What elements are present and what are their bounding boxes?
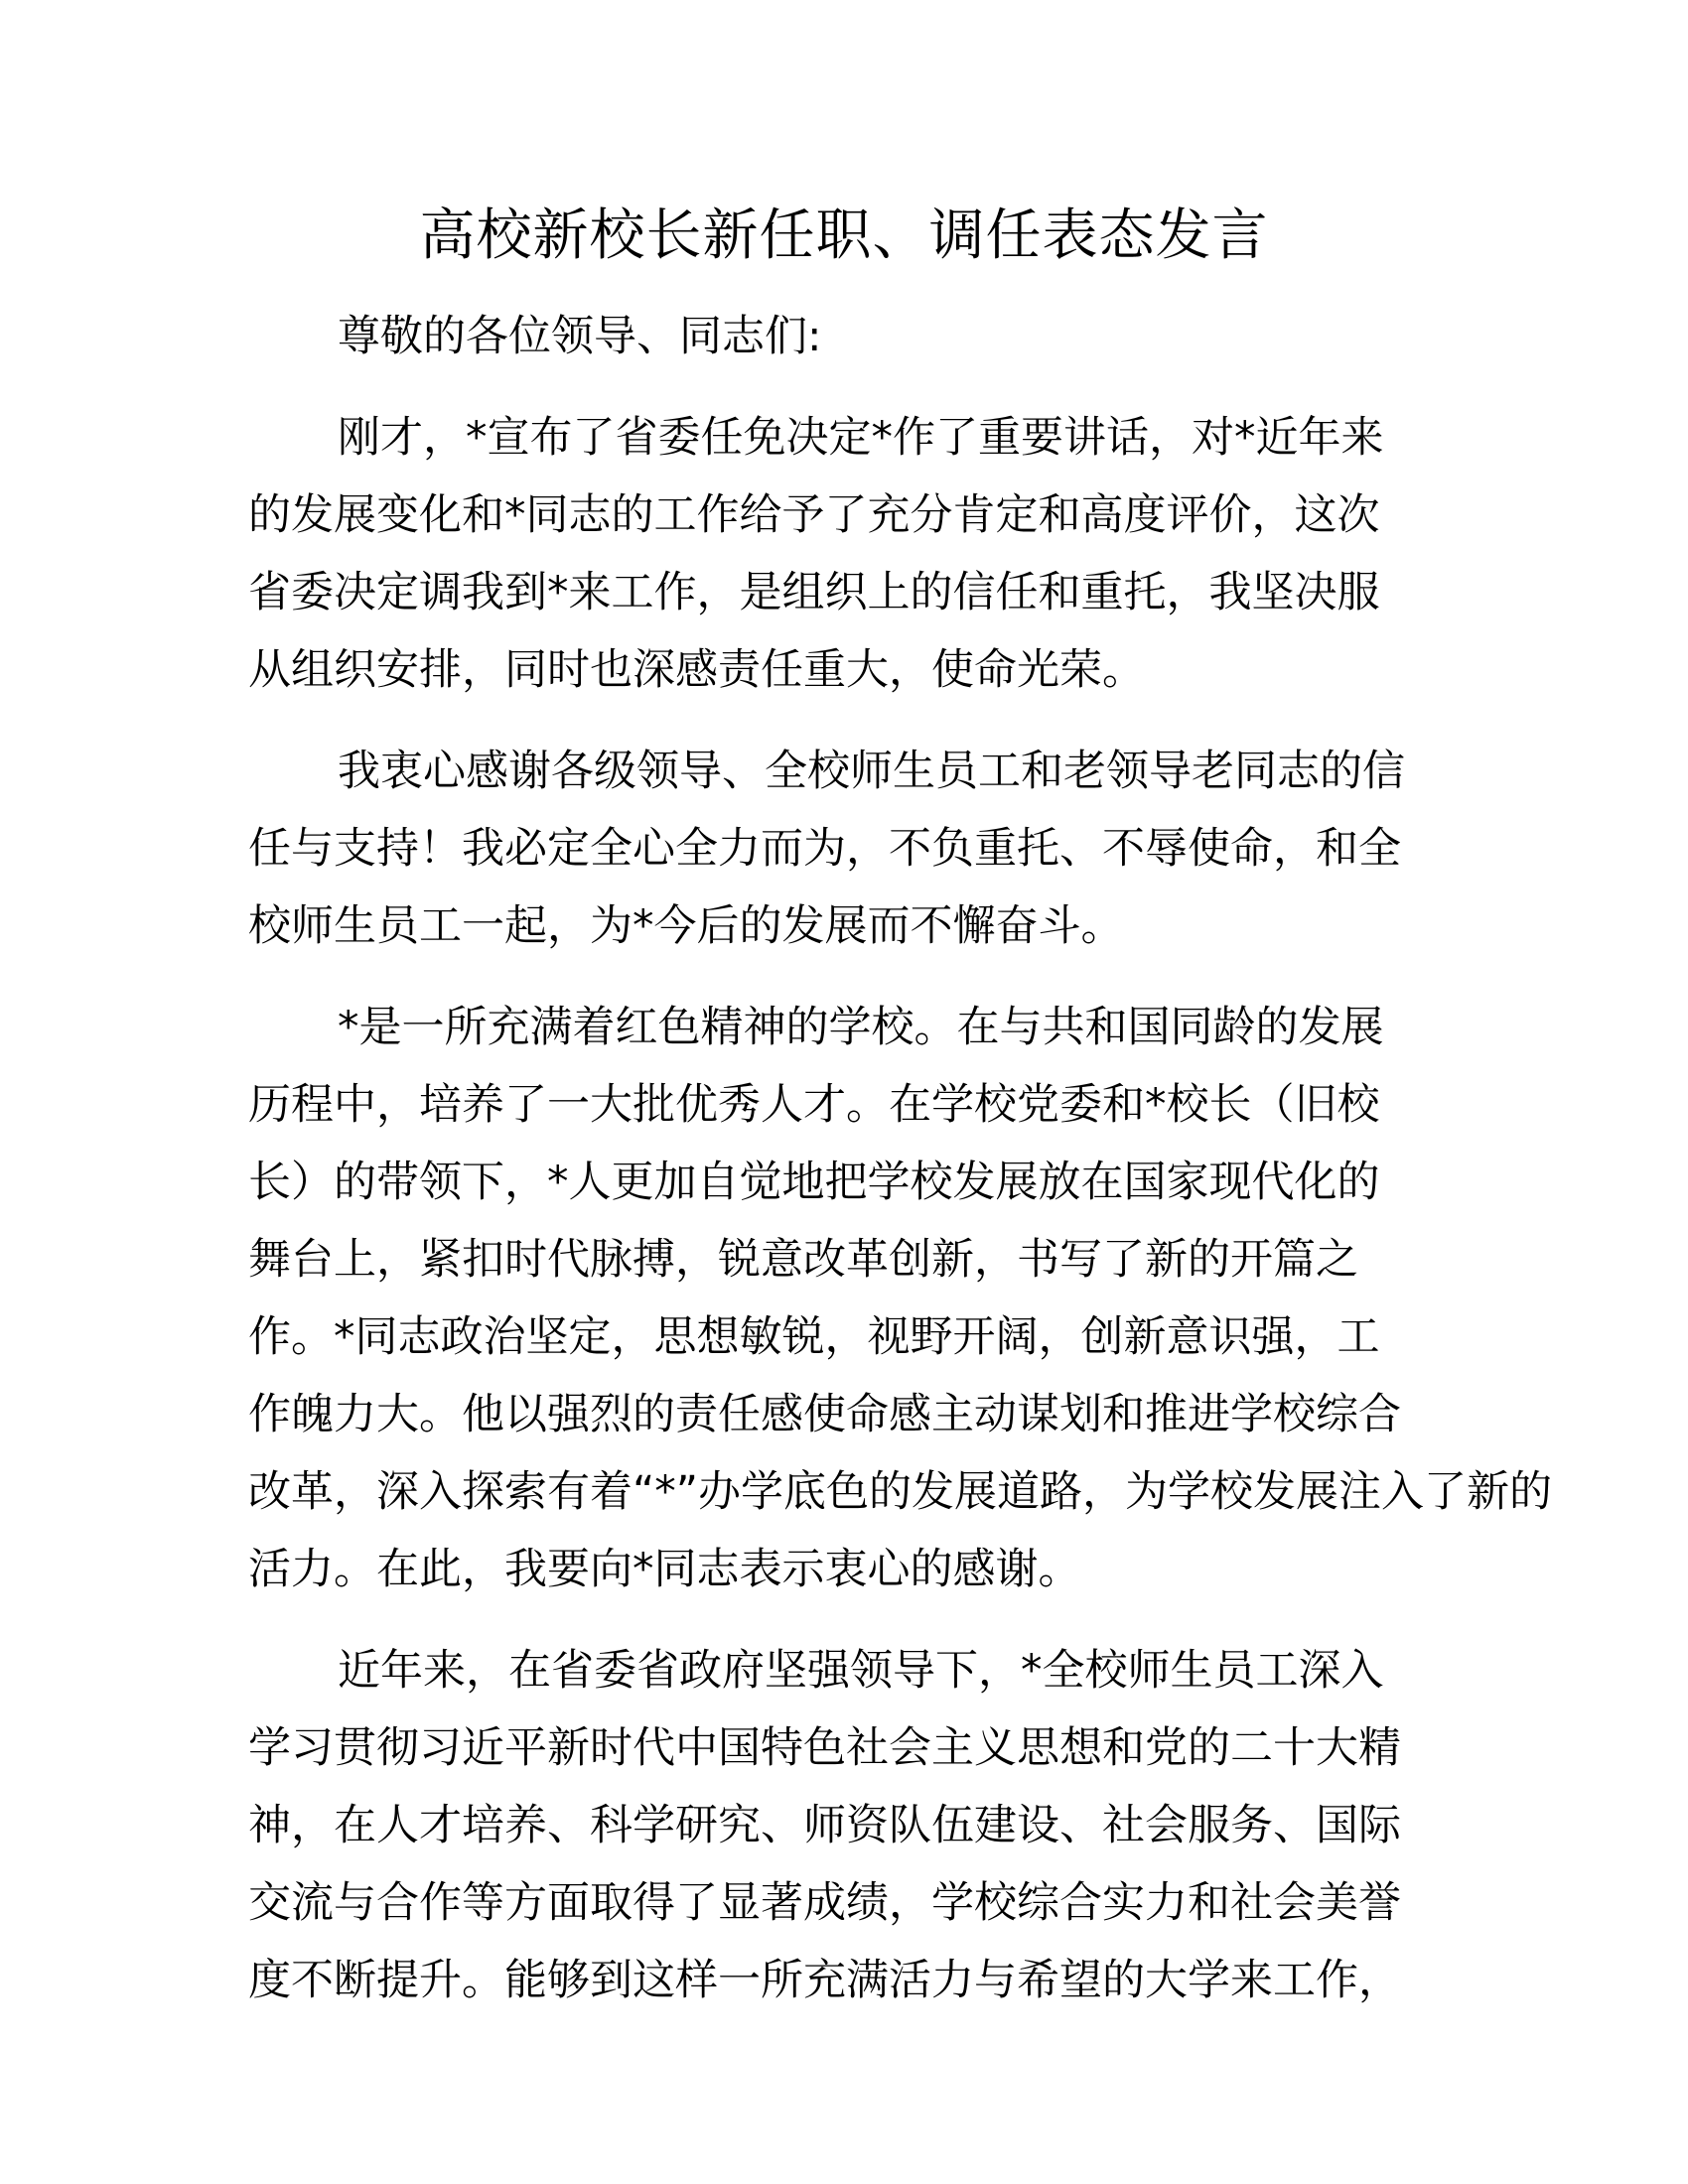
paragraph-line: 神，在人才培养、科学研究、师资队伍建设、社会服务、国际 (248, 1801, 1401, 1850)
paragraph-3 (248, 989, 1553, 1608)
paragraph-2 (248, 733, 1440, 965)
paragraph-line: 省委决定调我到*来工作，是组织上的信任和重托，我坚决服 (248, 568, 1380, 617)
paragraph-line: 历程中，培养了一大批优秀人才。在学校党委和*校长（旧校 (248, 1080, 1380, 1130)
paragraph-line: 交流与合作等方面取得了显著成绩，学校综合实力和社会美誉 (248, 1878, 1401, 1928)
paragraph-line: 活力。在此，我要向*同志表示衷心的感谢。 (248, 1545, 1081, 1594)
paragraph-line: 从组织安排，同时也深感责任重大，使命光荣。 (248, 645, 1145, 695)
paragraph-line: 的发展变化和*同志的工作给予了充分肯定和高度评价，这次 (248, 490, 1380, 540)
paragraph-line: *是一所充满着红色精神的学校。在与共和国同龄的发展 (338, 1003, 1384, 1052)
document-body (248, 298, 1553, 2043)
paragraph-line: 校师生员工一起，为*今后的发展而不懈奋斗。 (248, 901, 1124, 951)
paragraph-line: 学习贯彻习近平新时代中国特色社会主义思想和党的二十大精 (248, 1723, 1401, 1773)
paragraph-line: 舞台上，紧扣时代脉搏，锐意改革创新，书写了新的开篇之 (248, 1235, 1358, 1285)
paragraph-line: 近年来，在省委省政府坚强领导下，*全校师生员工深入 (338, 1646, 1384, 1696)
paragraph-line: 改革，深入探索有着“*”办学底色的发展道路，为学校发展注入了新的 (248, 1467, 1553, 1517)
paragraph-line: 刚才，*宣布了省委任免决定*作了重要讲话，对*近年来 (338, 413, 1384, 463)
document-title: 高校新校长新任职、调任表态发言 (419, 204, 1269, 268)
paragraph-line: 作魄力大。他以强烈的责任感使命感主动谋划和推进学校综合 (248, 1390, 1401, 1439)
paragraph-line: 长）的带领下，*人更加自觉地把学校发展放在国家现代化的 (248, 1158, 1380, 1207)
paragraph-4 (248, 1632, 1440, 2019)
salutation-line: 尊敬的各位领导、同志们: (338, 312, 822, 361)
paragraph-1 (248, 399, 1440, 709)
paragraph-line: 我衷心感谢各级领导、全校师生员工和老领导老同志的信 (338, 747, 1405, 796)
paragraph-line: 任与支持！我必定全心全力而为，不负重托、不辱使命，和全 (248, 824, 1401, 874)
salutation (248, 298, 1440, 375)
paragraph-line: 度不断提升。能够到这样一所充满活力与希望的大学来工作， (248, 1956, 1401, 2005)
paragraph-line: 作。*同志政治坚定，思想敏锐，视野开阔，创新意识强，工 (248, 1312, 1380, 1362)
